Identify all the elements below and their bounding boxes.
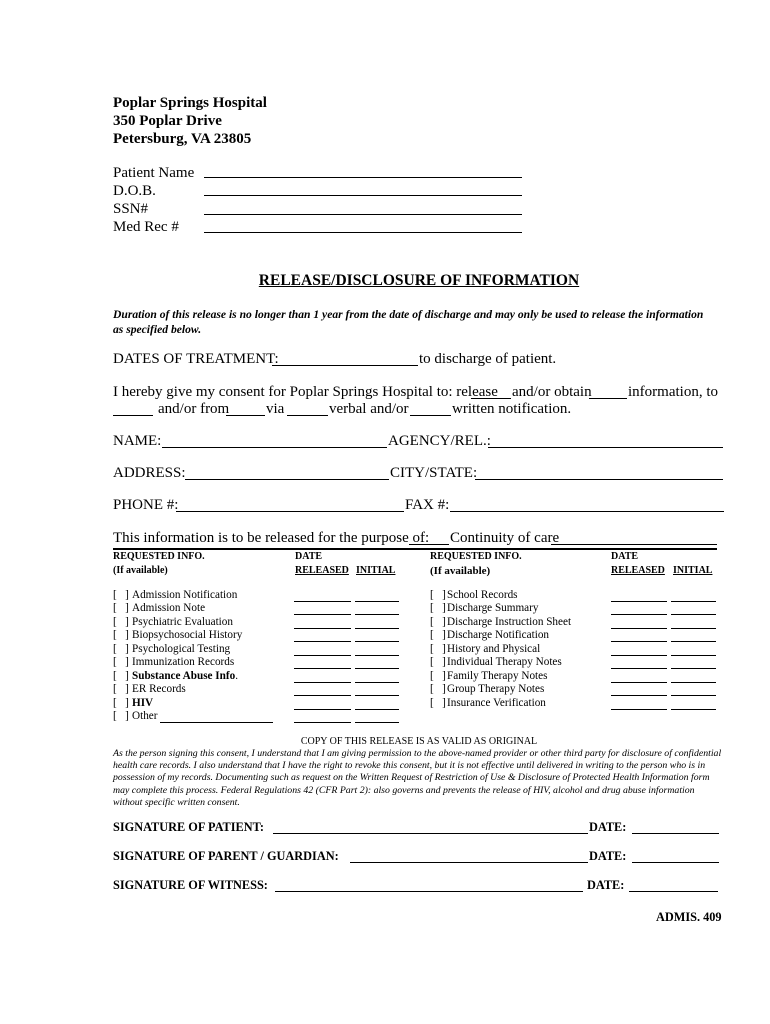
initial-field[interactable] (355, 682, 399, 683)
consent-text-6: verbal and/or (329, 401, 409, 417)
section-divider (113, 548, 717, 550)
to-field[interactable] (113, 401, 153, 416)
date-parent-field[interactable] (632, 848, 719, 863)
checkbox-left-6[interactable]: [ ] (113, 656, 129, 668)
initial-field[interactable] (671, 614, 716, 615)
consent-text-3: information, to (628, 384, 718, 400)
consent-text-2: and/or obtain (512, 384, 592, 400)
via-verbal-field[interactable] (287, 401, 328, 416)
date-label: DATE: (587, 878, 625, 892)
purpose-other-field[interactable] (551, 530, 717, 545)
right-item-label: School Records (447, 589, 518, 601)
purpose-value: Continuity of care (450, 530, 560, 546)
right-item-label: Discharge Notification (447, 629, 550, 641)
checkbox-left-2[interactable]: [ ] (113, 602, 129, 614)
date-patient-field[interactable] (632, 819, 719, 834)
dob-label: D.O.B. (113, 183, 156, 199)
city-state-label: CITY/STATE: (390, 465, 478, 481)
consent-text-7: written notification. (452, 401, 572, 417)
initial-field[interactable] (671, 601, 716, 602)
initial-field[interactable] (355, 601, 399, 602)
date-released-field[interactable] (611, 628, 667, 629)
signature-witness-field[interactable] (275, 877, 583, 892)
right-header-requested: REQUESTED INFO. (430, 551, 522, 562)
release-field[interactable] (471, 384, 511, 399)
right-item-label: Discharge Summary (447, 602, 539, 614)
date-released-field[interactable] (611, 614, 667, 615)
consent-text-5: via (266, 401, 285, 417)
consent-notice: As the person signing this consent, I understand that I am giving permission to the above-named provider or other third party for disclosure of confidential health care records. I also understand that I have the right to revoke this consent, but it is not effective until delivered in writing to the person who is in possession of my records. Documenting such as request on the Written Request of Restriction of Use & Disclosure of Protected Health Information form may complete this process. Federal Regulations 42 (CFR Part 2): also governs and prevents the release of HIV, alcohol and drug abuse information without specific written consent. (113, 748, 722, 808)
left-item-label: HIV (132, 697, 154, 709)
right-item-label: Individual Therapy Notes (447, 656, 562, 668)
right-item-label: Insurance Verification (447, 697, 546, 709)
checkbox-left-8[interactable]: [ ] (113, 683, 129, 695)
left-header-if-available: (If available) (113, 565, 168, 576)
initial-field[interactable] (355, 722, 399, 723)
signature-witness-label: SIGNATURE OF WITNESS: (113, 878, 268, 892)
dates-of-treatment-suffix: to discharge of patient. (419, 351, 557, 367)
date-released-field[interactable] (294, 695, 351, 696)
consent-text-1: I hereby give my consent for Poplar Springs Hospital to: release (113, 384, 498, 400)
fax-field[interactable] (450, 497, 724, 512)
left-header-initial: INITIAL (356, 565, 396, 576)
checkbox-right-2[interactable]: [ ] (430, 602, 446, 614)
signature-patient-field[interactable] (273, 819, 588, 834)
ssn-label: SSN# (113, 201, 149, 217)
signature-patient-label: SIGNATURE OF PATIENT: (113, 820, 264, 834)
left-item-label: Other (132, 710, 158, 722)
initial-field[interactable] (355, 628, 399, 629)
date-label: DATE: (589, 849, 627, 863)
ssn-field[interactable] (204, 214, 522, 215)
phone-field[interactable] (176, 497, 404, 512)
obtain-field[interactable] (589, 384, 627, 399)
left-header-released: RELEASED (295, 565, 349, 576)
hospital-city: Petersburg, VA 23805 (113, 131, 252, 147)
date-label: DATE: (589, 820, 627, 834)
left-header-date: DATE (295, 551, 323, 562)
consent-text-4: and/or from (158, 401, 230, 417)
left-item-label: Psychological Testing (132, 643, 231, 655)
signature-parent-label: SIGNATURE OF PARENT / GUARDIAN: (113, 849, 339, 863)
initial-field[interactable] (355, 641, 399, 642)
date-released-field[interactable] (294, 628, 351, 629)
dates-of-treatment-label: DATES OF TREATMENT: (113, 351, 279, 367)
left-item-label: Biopsychosocial History (132, 629, 243, 641)
name-field[interactable] (162, 433, 387, 448)
date-released-field[interactable] (611, 668, 667, 669)
date-released-field[interactable] (294, 601, 351, 602)
date-released-field[interactable] (611, 682, 667, 683)
left-item-label: Admission Notification (132, 589, 238, 601)
checkbox-right-3[interactable]: [ ] (430, 616, 446, 628)
address-field[interactable] (185, 465, 389, 480)
left-item-label: Admission Note (132, 602, 206, 614)
left-item-label: Immunization Records (132, 656, 235, 668)
via-written-field[interactable] (410, 401, 451, 416)
checkbox-right-6[interactable]: [ ] (430, 656, 446, 668)
left-item-label: Psychiatric Evaluation (132, 616, 233, 628)
agency-field[interactable] (488, 433, 723, 448)
date-released-field[interactable] (294, 641, 351, 642)
form-title: RELEASE/DISCLOSURE OF INFORMATION (258, 272, 580, 289)
city-state-field[interactable] (475, 465, 723, 480)
checkbox-left-10[interactable]: [ ] (113, 710, 129, 722)
date-released-field[interactable] (611, 601, 667, 602)
med-rec-label: Med Rec # (113, 219, 179, 235)
date-released-field[interactable] (294, 709, 351, 710)
name-label: NAME: (113, 433, 162, 449)
initial-field[interactable] (355, 655, 399, 656)
checkbox-left-5[interactable]: [ ] (113, 643, 129, 655)
from-field[interactable] (226, 401, 265, 416)
initial-field[interactable] (671, 709, 716, 710)
copy-notice: COPY OF THIS RELEASE IS AS VALID AS ORIGINAL (300, 736, 538, 747)
purpose-check-field[interactable] (409, 530, 449, 545)
right-header-initial: INITIAL (673, 565, 713, 576)
left-header-requested: REQUESTED INFO. (113, 551, 205, 562)
right-item-label: History and Physical (447, 643, 541, 655)
fax-label: FAX #: (405, 497, 450, 513)
right-header-date: DATE (611, 551, 639, 562)
checkbox-right-1[interactable]: [ ] (430, 589, 446, 601)
initial-field[interactable] (355, 668, 399, 669)
address-label: ADDRESS: (113, 465, 186, 481)
dates-of-treatment-field[interactable] (272, 351, 418, 366)
hospital-name: Poplar Springs Hospital (113, 95, 267, 111)
checkbox-left-1[interactable]: [ ] (113, 589, 129, 601)
date-released-field[interactable] (294, 614, 351, 615)
dob-field[interactable] (204, 195, 522, 196)
checkbox-right-4[interactable]: [ ] (430, 629, 446, 641)
left-item-label: ER Records (132, 683, 186, 695)
checkbox-left-4[interactable]: [ ] (113, 629, 129, 641)
initial-field[interactable] (355, 709, 399, 710)
initial-field[interactable] (671, 695, 716, 696)
date-witness-field[interactable] (629, 877, 718, 892)
checkbox-left-9[interactable]: [ ] (113, 697, 129, 709)
checkbox-left-7[interactable]: [ ] (113, 670, 129, 682)
left-item-label: Substance Abuse Info. (132, 670, 239, 682)
checkbox-right-7[interactable]: [ ] (430, 670, 446, 682)
purpose-label: This information is to be released for the purpose of: (113, 530, 430, 546)
right-item-label: Family Therapy Notes (447, 670, 548, 682)
date-released-field[interactable] (294, 682, 351, 683)
date-released-field[interactable] (611, 655, 667, 656)
patient-name-label: Patient Name (113, 165, 195, 181)
patient-name-field[interactable] (204, 177, 522, 178)
date-released-field[interactable] (611, 695, 667, 696)
phone-label: PHONE #: (113, 497, 179, 513)
other-specify-field[interactable] (160, 722, 273, 723)
right-item-label: Discharge Instruction Sheet (447, 616, 572, 628)
hospital-street: 350 Poplar Drive (113, 113, 222, 129)
initial-field[interactable] (355, 614, 399, 615)
right-item-label: Group Therapy Notes (447, 683, 545, 695)
date-released-field[interactable] (294, 722, 351, 723)
initial-field[interactable] (671, 628, 716, 629)
checkbox-right-9[interactable]: [ ] (430, 697, 446, 709)
initial-field[interactable] (671, 641, 716, 642)
date-released-field[interactable] (611, 641, 667, 642)
checkbox-right-8[interactable]: [ ] (430, 683, 446, 695)
form-number: ADMIS. 409 (656, 910, 722, 924)
initial-field[interactable] (671, 682, 716, 683)
date-released-field[interactable] (294, 668, 351, 669)
right-header-if-available: (If available) (430, 565, 491, 577)
duration-notice: Duration of this release is no longer than 1 year from the date of discharge and may only be used to release the information as specified below. (113, 308, 704, 336)
right-header-released: RELEASED (611, 565, 665, 576)
substance-abuse-label: Substance Abuse Info (132, 670, 236, 682)
date-released-field[interactable] (611, 709, 667, 710)
initial-field[interactable] (671, 668, 716, 669)
date-released-field[interactable] (294, 655, 351, 656)
initial-field[interactable] (355, 695, 399, 696)
initial-field[interactable] (671, 655, 716, 656)
checkbox-left-3[interactable]: [ ] (113, 616, 129, 628)
agency-label: AGENCY/REL.: (388, 433, 491, 449)
med-rec-field[interactable] (204, 232, 522, 233)
checkbox-right-5[interactable]: [ ] (430, 643, 446, 655)
signature-parent-field[interactable] (350, 848, 588, 863)
